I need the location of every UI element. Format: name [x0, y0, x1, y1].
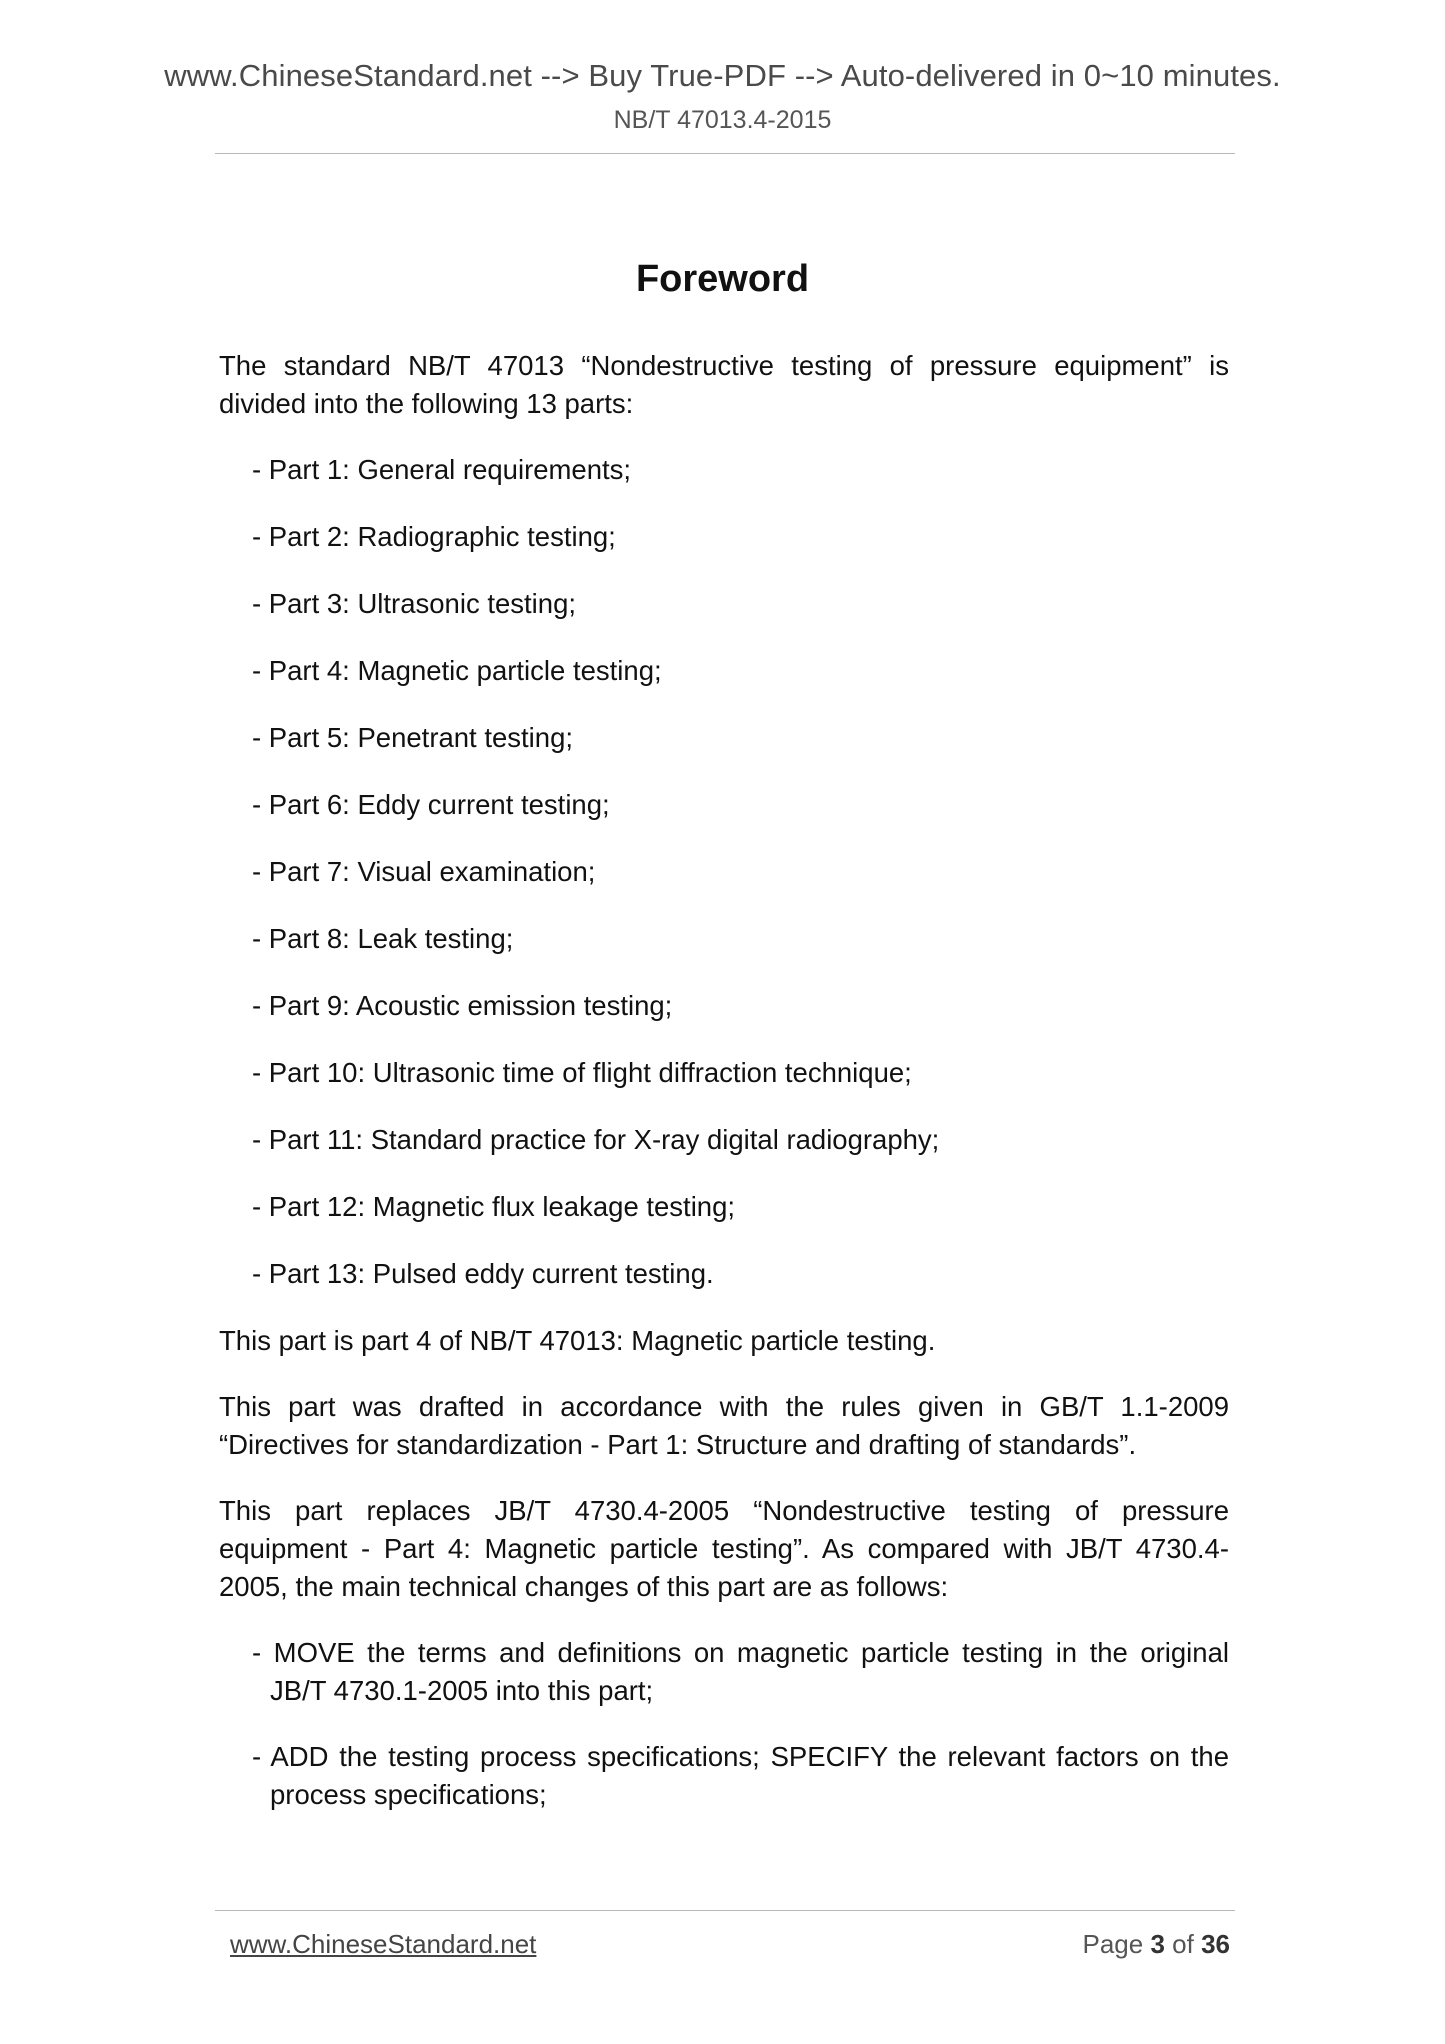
document-body: [219, 347, 1229, 1842]
page-title: Foreword: [635, 258, 810, 300]
footer-website-link[interactable]: www.ChineseStandard.net: [230, 1929, 537, 1959]
page-prefix: Page: [1082, 1929, 1144, 1959]
list-item: - Part 5: Penetrant testing;: [252, 722, 574, 753]
standard-code: NB/T 47013.4-2015: [613, 106, 832, 134]
list-item: - Part 12: Magnetic flux leakage testing;: [252, 1191, 736, 1222]
list-item: - Part 10: Ultrasonic time of flight diffraction technique;: [252, 1057, 912, 1088]
page-current: 3: [1150, 1929, 1165, 1959]
change-item: - ADD the testing process specifications; SPECIFY the relevant factors on the process specifications;: [252, 1741, 1229, 1810]
page-number: [1082, 1929, 1230, 1960]
replacement-statement: This part replaces JB/T 4730.4-2005 “Nondestructive testing of pressure equipment - Part 4: Magnetic particle testing”. As compared with JB/T 4730.4-2005, the main technical changes of this part are as follows:: [219, 1495, 1229, 1602]
intro-paragraph: The standard NB/T 47013 “Nondestructive testing of pressure equipment” is divided into the following 13 parts:: [219, 350, 1229, 419]
change-item: - MOVE the terms and definitions on magnetic particle testing in the original JB/T 4730.1-2005 into this part;: [252, 1637, 1229, 1706]
footer-divider: [215, 1910, 1235, 1911]
page-total: 36: [1201, 1929, 1230, 1959]
list-item: - Part 8: Leak testing;: [252, 923, 514, 954]
header-divider: [215, 153, 1235, 154]
list-item: - Part 2: Radiographic testing;: [252, 521, 616, 552]
list-item: - Part 3: Ultrasonic testing;: [252, 588, 577, 619]
header-banner: www.ChineseStandard.net --> Buy True-PDF --> Auto-delivered in 0~10 minutes.: [164, 58, 1281, 93]
list-item: - Part 11: Standard practice for X-ray digital radiography;: [252, 1124, 940, 1155]
part-statement: This part is part 4 of NB/T 47013: Magnetic particle testing.: [219, 1325, 936, 1356]
drafting-statement: This part was drafted in accordance with the rules given in GB/T 1.1-2009 “Directives for standardization - Part 1: Structure and drafting of standards”.: [219, 1391, 1229, 1460]
list-item: - Part 9: Acoustic emission testing;: [252, 990, 673, 1021]
list-item: - Part 7: Visual examination;: [252, 856, 596, 887]
list-item: - Part 1: General requirements;: [252, 454, 632, 485]
list-item: - Part 13: Pulsed eddy current testing.: [252, 1258, 714, 1289]
list-item: - Part 4: Magnetic particle testing;: [252, 655, 662, 686]
page-of: of: [1172, 1929, 1194, 1959]
list-item: - Part 6: Eddy current testing;: [252, 789, 610, 820]
